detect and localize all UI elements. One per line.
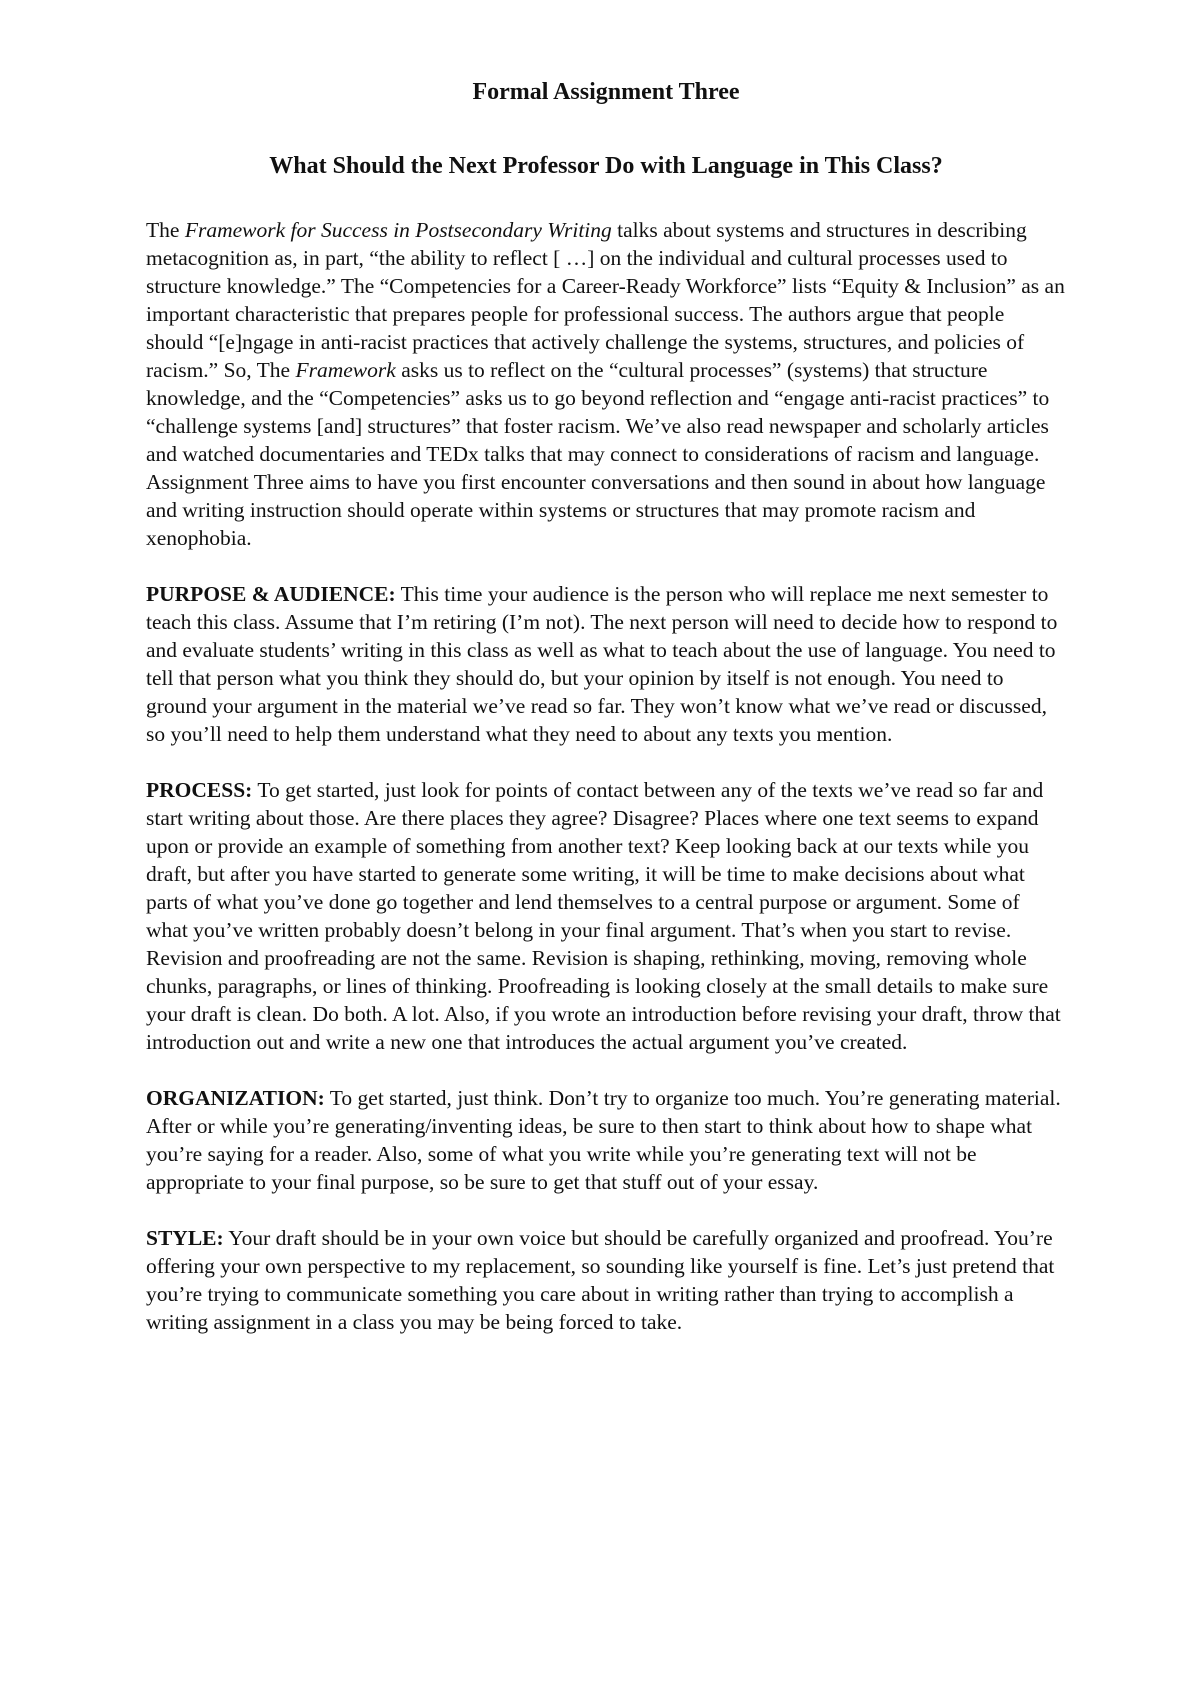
framework-short-title: Framework [295,358,396,382]
document-subtitle: What Should the Next Professor Do with Language in This Class? [269,153,943,179]
intro-text-part2: asks us to reflect on the “cultural processes” (systems) that structure knowledge, and the “Competencies” asks us to go beyond reflection and “engage anti-racist practices” to “challenge systems [and] structures” that foster racism. We’ve also read newspaper and scholarly articles and watched documentaries and TEDx talks that may connect to considerations of racism and language. Assignment Three aims to have you first encounter conversations and then sound in about how language and writing instruction should operate within systems or structures that may promote racism and xenophobia. [146,358,1050,550]
intro-paragraph [146,216,1066,552]
framework-title: Framework for Success in Postsecondary Writing [184,218,612,242]
organization-paragraph [146,1084,1066,1196]
intro-text-part1: talks about systems and structures in describing metacognition as, in part, “the ability to reflect [ …] on the individual and cultural processes used to structure knowledge.” The “Competencies for a Career-Ready Workforce” lists “Equity & Inclusion” as an important characteristic that prepares people for professional success. The authors argue that people should “[e]ngage in anti-racist practices that actively challenge the systems, structures, and policies of racism.” So, The [146,218,1065,382]
document-title: Formal Assignment Three [472,79,740,105]
style-text: Your draft should be in your own voice but should be carefully organized and proofread. You’re offering your own perspective to my replacement, so sounding like yourself is fine. Let’s just pretend that you’re trying to communicate something you care about in writing rather than trying to accomplish a writing assignment in a class you may be being forced to take. [146,1226,1055,1334]
organization-label: ORGANIZATION: [146,1086,325,1110]
document-body [146,74,1066,1336]
process-paragraph [146,776,1066,1056]
style-label: STYLE: [146,1226,224,1250]
purpose-paragraph [146,580,1066,748]
purpose-text: This time your audience is the person who will replace me next semester to teach this class. Assume that I’m retiring (I’m not). The next person will need to decide how to respond to and evaluate students’ writing in this class as well as what to teach about the use of language. You need to tell that person what you think they should do, but your opinion by itself is not enough. You need to ground your argument in the material we’ve read so far. They won’t know what we’ve read or discussed, so you’ll need to help them understand what they need to about any texts you mention. [146,582,1058,746]
purpose-label: PURPOSE & AUDIENCE: [146,582,396,606]
intro-the: The [146,218,180,242]
style-paragraph [146,1224,1066,1336]
process-text: To get started, just look for points of contact between any of the texts we’ve read so far and start writing about those. Are there places they agree? Disagree? Places where one text seems to expand upon or provide an example of something from another text? Keep looking back at our texts while you draft, but after you have started to generate some writing, it will be time to make decisions about what parts of what you’ve done go together and lend themselves to a central purpose or argument. Some of what you’ve written probably doesn’t belong in your final argument. That’s when you start to revise. Revision and proofreading are not the same. Revision is shaping, rethinking, moving, removing whole chunks, paragraphs, or lines of thinking. Proofreading is looking closely at the small details to make sure your draft is clean. Do both. A lot. Also, if you wrote an introduction before revising your draft, throw that introduction out and write a new one that introduces the actual argument you’ve created. [146,778,1061,1054]
process-label: PROCESS: [146,778,253,802]
organization-text: To get started, just think. Don’t try to organize too much. You’re generating material. After or while you’re generating/inventing ideas, be sure to then start to think about how to shape what you’re saying for a reader. Also, some of what you write while you’re generating text will not be appropriate to your final purpose, so be sure to get that stuff out of your essay. [146,1086,1061,1194]
